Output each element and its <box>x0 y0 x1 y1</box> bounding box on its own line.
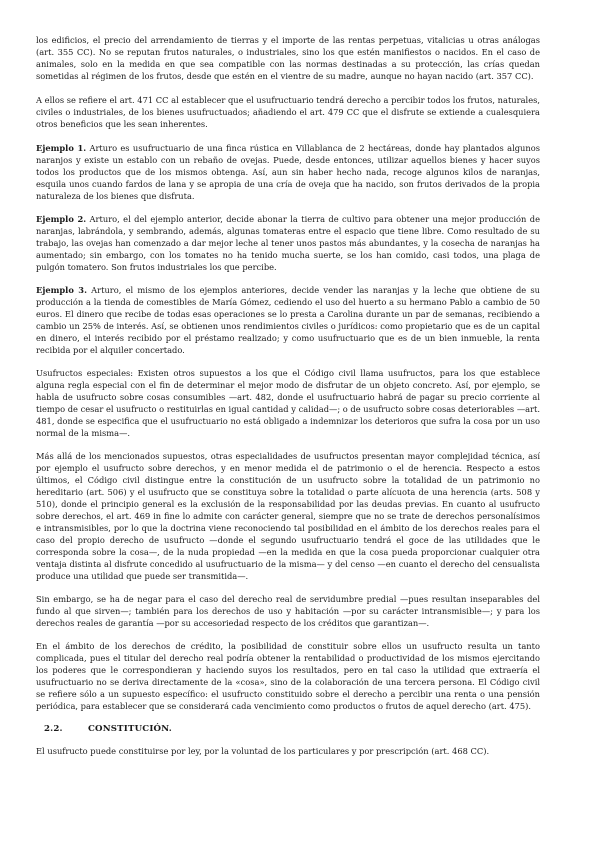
paragraph-constitution: El usufructo puede constituirse por ley, por la voluntad de los particulares y por prescripción (art. 468 CC). <box>36 746 490 756</box>
paragraph-art-471: A ellos se refiere el art. 471 CC al establecer que el usufructuario tendrá derecho a percibir todos los frutos, naturales, civiles o industriales, de los bienes usufructuados; añadiendo el art. 479 CC que el disfrute se extiende a cualesquiera otros beneficios que les sean inherentes. <box>36 95 540 129</box>
example-2-label: Ejemplo 2. <box>36 214 87 224</box>
example-2-text: Arturo, el del ejemplo anterior, decide abonar la tierra de cultivo para obtener una mejor producción de naranjas, labrándola, y sembrando, además, algunas tomateras entre el espacio que tiene libre. Como resultado de su trabajo, las ovejas han comenzado a dar mejor leche al tener unos pastos más abundantes, y la cosecha de naranjas ha aumentado; sin embargo, con los tomates no ha tenido mucha suerte, se los han comido, casi todos, una plaga de pulgón tomatero. Son frutos industriales los que percibe. <box>36 214 540 272</box>
example-3-label: Ejemplo 3. <box>36 285 87 295</box>
example-1 <box>36 142 540 202</box>
section-heading <box>36 723 540 735</box>
paragraph-servitude: Sin embargo, se ha de negar para el caso del derecho real de servidumbre predial —pues resultan inseparables del fundo al que sirven—; también para los derechos de uso y habitación —por su carácter intransmisible—; y para los derechos reales de garantía —por su accesoriedad respecto de los créditos que garantizan—. <box>36 594 540 628</box>
example-2 <box>36 213 540 273</box>
paragraph-usufruct-rights: Más allá de los mencionados supuestos, otras especialidades de usufructos presentan mayor complejidad técnica, así por ejemplo el usufructo sobre derechos, y en menor medida el de patrimonio o el de herencia. Respecto a estos últimos, el Código civil distingue entre la constitución de un usufructo sobre la totalidad de un patrimonio no hereditario (art. 506) y el usufructo que se constituya sobre la totalidad o parte alícuota de una herencia (arts. 508 y 510), donde el principio general es la exclusión de la responsabilidad por las deudas previas. En cuanto al usufructo sobre derechos, el art. 469 in fine lo admite con carácter general, siempre que no se trate de derechos personalísimos e intransmisibles, por lo que la doctrina viene reconociendo tal posibilidad en el ámbito de los derechos reales para el caso del propio derecho de usufructo —donde el segundo usufructuario tendrá el goce de las utilidades que le corresponda sobre la cosa—, de la nuda propiedad —en la medida en que la cosa pueda proporcionar cualquier otra ventaja distinta al disfrute concedido al usufructuario de la misma— y del censo —en cuanto el derecho del censualista produce una utilidad que puede ser transmitida—. <box>36 451 540 581</box>
example-1-label: Ejemplo 1. <box>36 143 87 153</box>
example-3 <box>36 284 540 356</box>
section-number: 2.2. <box>44 724 63 734</box>
paragraph-credit-rights: En el ámbito de los derechos de crédito, la posibilidad de constituir sobre ellos un usufructo resulta un tanto complicada, pues el titular del derecho real podría obtener la rentabilidad o productividad de los mismos ejercitando los poderes que le correspondieran y haciendo suyos los resultados, pero en tal caso la utilidad que extraería el usufructuario no se deriva directamente de la «cosa», sino de la colaboración de una tercera persona. El Código civil se refiere sólo a un supuesto específico: el usufructo constituido sobre el derecho a percibir una renta o una pensión periódica, para establecer que se considerará cada vencimiento como productos o frutos de aquel derecho (art. 475). <box>36 641 540 711</box>
paragraph-special-usufructs: Usufructos especiales: Existen otros supuestos a los que el Código civil llama usufructos, para los que establece alguna regla especial con el fin de determinar el mejor modo de disfrutar de un objeto concreto. Así, por ejemplo, se habla de usufructo sobre cosas consumibles —art. 482, donde el usufructuario habrá de pagar su precio corriente al tiempo de cesar el usufructo o restituirlas en igual cantidad y calidad—; o de usufructo sobre cosas deteriorables —art. 481, donde se especifica que el usufructuario no está obligado a indemnizar los deterioros que sufra la cosa por un uso normal de la misma—. <box>36 368 540 438</box>
example-1-text: Arturo es usufructuario de una finca rústica en Villablanca de 2 hectáreas, donde hay plantados algunos naranjos y existe un establo con un rebaño de ovejas. Puede, desde entonces, utilizar aquellos bienes y hacer suyos todos los productos que de los mismos obtenga. Así, aun sin haber hecho nada, recoge algunos kilos de naranjas, esquila unos cuando fardos de lana y se apropia de una cría de oveja que ha nacido, son frutos derivados de la propia naturaleza de los bienes que disfruta. <box>36 143 541 201</box>
section-title: CONSTITUCIÓN. <box>88 724 172 734</box>
example-3-text: Arturo, el mismo de los ejemplos anteriores, decide vender las naranjas y la leche que obtiene de su producción a la tienda de comestibles de María Gómez, cediendo el uso del huerto a su hermano Pablo a cambio de 50 euros. El dinero que recibe de todas esas operaciones se lo presta a Carolina durante un par de semanas, recibiendo a cambio un 25% de interés. Así, se obtienen unos rendimientos civiles o jurídicos: como propietario que es de un capital en dinero, el interés recibido por el préstamo realizado; y como usufructuario que es de un bien inmueble, la renta recibida por el alquiler concertado. <box>36 285 541 355</box>
paragraph-fruits-definition: los edificios, el precio del arrendamiento de tierras y el importe de las rentas perpetuas, vitalicias u otras análogas (art. 355 CC). No se reputan frutos naturales, o industriales, sino los que estén manifiestos o nacidos. En el caso de animales, solo en la medida en que sea compatible con las normas destinadas a su protección, las crías quedan sometidas al régimen de los frutos, desde que estén en el vientre de su madre, aunque no hayan nacido (art. 357 CC). <box>36 35 540 81</box>
